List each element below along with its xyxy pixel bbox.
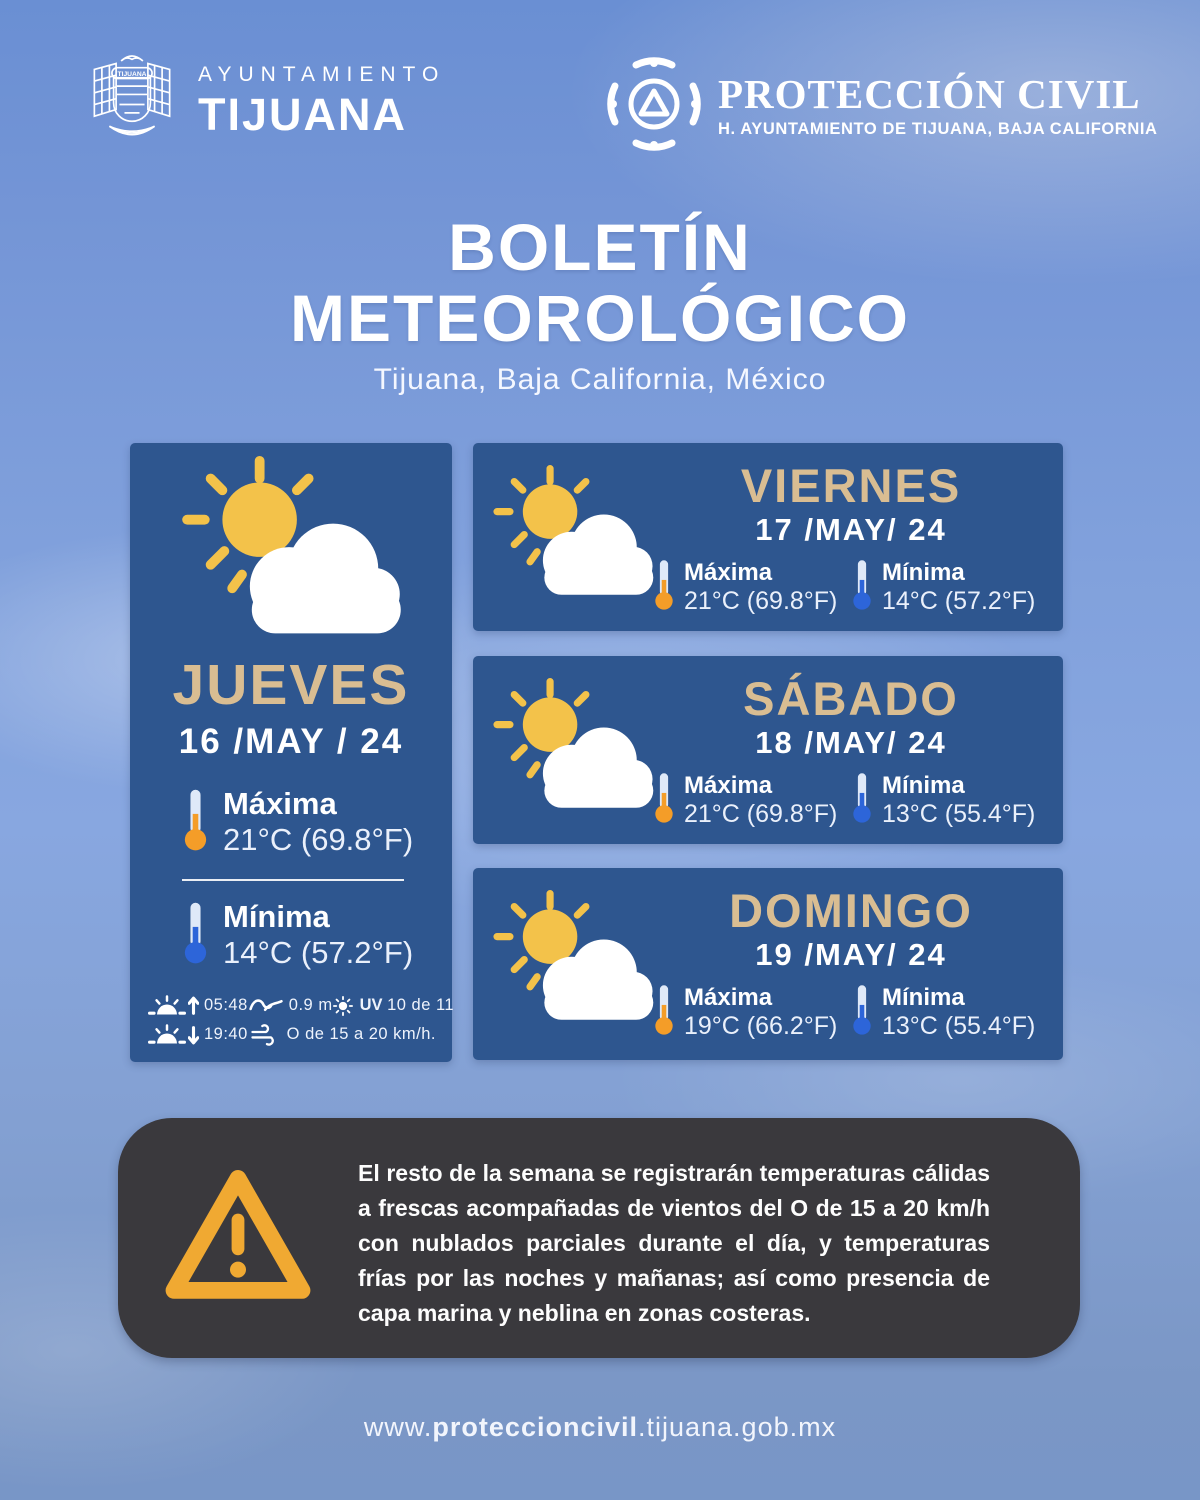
min-value: 13°C (55.4°F) [882,1012,1036,1041]
thermometer-max-icon [182,787,209,857]
uv-sun-icon [333,996,353,1016]
sun-cloud-icon [487,888,659,1039]
max-value: 21°C (69.8°F) [684,587,838,616]
day-name: SÁBADO [743,672,959,725]
thermometer-min-icon [851,558,873,616]
wind-icon [250,1023,280,1046]
uv-value: 10 de 11 [387,996,455,1014]
footer-url [0,1412,1200,1443]
footer-url-prefix: www. [363,1412,433,1442]
svg-text:TIJUANA: TIJUANA [117,71,147,79]
title-line-2: METEOROLÓGICO [290,280,910,355]
stats-row-1 [148,995,455,1016]
ayuntamiento-logo [86,52,445,152]
wave-height: 0.9 m [288,996,333,1014]
min-temperature [851,771,1049,829]
advisory-box [118,1118,1080,1358]
max-label: Máxima [684,983,773,1011]
wave-icon [248,996,284,1015]
day-date: 17 /MAY/ 24 [755,512,947,548]
thermometer-max-icon [653,771,675,829]
min-temperature [851,558,1049,616]
day-name: VIERNES [740,459,962,512]
sunrise-time: 05:48 [204,996,248,1014]
min-temperature [851,983,1049,1041]
weather-card-sabado [473,656,1063,844]
proteccion-civil-title: PROTECCIÓN CIVIL [718,71,1141,117]
weather-card-viernes [473,443,1063,631]
proteccion-civil-emblem-icon [606,56,702,157]
max-value: 19°C (66.2°F) [684,1012,838,1041]
max-label: Máxima [684,558,773,586]
thermometer-min-icon [851,771,873,829]
warning-triangle-icon [158,1162,318,1315]
weather-card-jueves [130,443,455,1062]
sun-cloud-icon [487,463,659,614]
title-subtitle: Tijuana, Baja California, México [373,363,827,397]
min-label: Mínima [223,898,330,934]
max-temperature [653,983,851,1041]
min-label: Mínima [882,771,965,799]
title-line-1: BOLETÍN [448,210,752,284]
max-label: Máxima [223,785,337,821]
max-temperature [653,558,851,616]
ayuntamiento-label: AYUNTAMIENTO [198,63,446,86]
sun-cloud-icon [487,676,659,827]
thermometer-max-icon [653,558,675,616]
thermometer-min-icon [182,900,209,970]
day-date: 19 /MAY/ 24 [755,937,947,973]
max-value: 21°C (69.8°F) [223,822,414,858]
proteccion-civil-subtitle: H. AYUNTAMIENTO DE TIJUANA, BAJA CALIFORNIA [718,120,1158,138]
tijuana-label: TIJUANA [198,89,408,140]
divider [182,879,404,881]
day-name: DOMINGO [729,884,973,937]
max-value: 21°C (69.8°F) [684,800,838,829]
max-temperature [653,771,851,829]
day-date: 18 /MAY/ 24 [755,725,947,761]
day-stats [130,995,455,1046]
max-label: Máxima [684,771,773,799]
advisory-text: El resto de la semana se registrarán temperaturas cálidas a frescas acompañadas de vientos del O de 15 a 20 km/h con nublados parciales durante el día, y temperaturas frías por las noches y mañanas; así como presencia de capa marina y neblina en zonas costeras. [358,1160,990,1326]
footer-url-bold: proteccioncivil [432,1412,638,1442]
min-temperature [130,899,452,972]
sun-cloud-icon [171,455,411,656]
sunrise-icon [148,995,199,1016]
min-value: 14°C (57.2°F) [223,935,414,971]
day-name: JUEVES [172,653,410,717]
weather-card-domingo [473,868,1063,1060]
thermometer-min-icon [851,983,873,1041]
max-temperature [130,786,452,859]
wind-value: O de 15 a 20 km/h. [286,1025,436,1043]
sunset-time: 19:40 [204,1025,248,1043]
thermometer-max-icon [653,983,675,1041]
min-label: Mínima [882,983,965,1011]
min-value: 13°C (55.4°F) [882,800,1036,829]
stats-row-2 [148,1023,436,1046]
sunset-icon [148,1024,199,1045]
min-value: 14°C (57.2°F) [882,587,1036,616]
bulletin-title [0,212,1200,397]
proteccion-civil-logo [606,56,1158,157]
footer-url-suffix: .tijuana.gob.mx [637,1412,837,1442]
day-date: 16 /MAY / 24 [178,721,404,761]
tijuana-crest-icon [86,52,178,152]
min-label: Mínima [882,558,965,586]
uv-label: UV [359,996,383,1014]
